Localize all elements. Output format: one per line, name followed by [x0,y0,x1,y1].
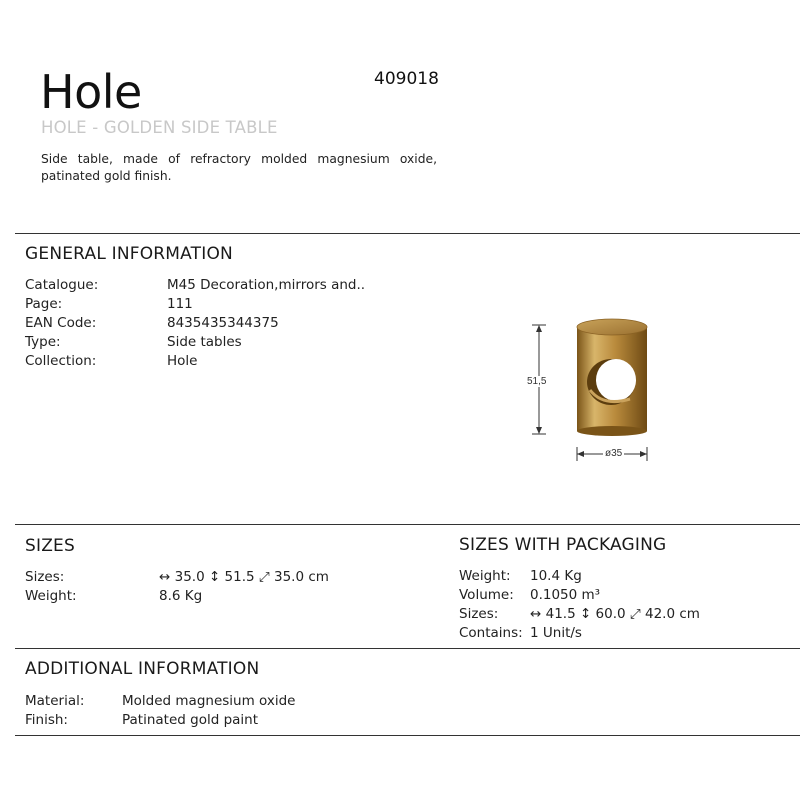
product-reference: 409018 [374,69,439,89]
divider-sizes [15,524,800,525]
row-label: Page: [25,296,63,312]
row-label: Catalogue: [25,277,99,293]
diameter-label: ø35 [605,448,623,459]
divider-additional [15,648,800,649]
row-label: Finish: [25,712,68,728]
row-label: Type: [25,334,61,350]
additional-list [25,692,425,732]
row-value: 111 [167,296,193,312]
row-value: 1 Unit/s [530,625,582,641]
product-drawing [515,315,665,465]
row-value: 0.1050 m³ [530,587,601,603]
row-label: EAN Code: [25,315,97,331]
row-label: Sizes: [459,606,499,622]
row-value: Molded magnesium oxide [122,693,296,709]
row-value: ↔ 35.0 ↕ 51.5 ⤢ 35.0 cm [159,569,329,585]
side-table-cylinder [577,319,647,436]
row-label: Collection: [25,353,97,369]
row-value: Hole [167,353,198,369]
divider-general [15,233,800,234]
sizes-list [25,568,425,608]
divider-bottom [15,735,800,736]
general-heading: GENERAL INFORMATION [25,244,233,264]
sizes-heading: SIZES [25,536,75,556]
row-value: Patinated gold paint [122,712,259,728]
packaging-heading: SIZES WITH PACKAGING [459,535,667,555]
additional-heading: ADDITIONAL INFORMATION [25,659,260,679]
row-value: 10.4 Kg [530,568,582,584]
height-label: 51,5 [527,376,547,387]
row-value: Side tables [167,334,242,350]
product-description: Side table, made of refractory molded magnesium oxide, patinated gold finish. [41,152,437,183]
row-label: Contains: [459,625,523,641]
packaging-list [459,567,789,645]
row-value: ↔ 41.5 ↕ 60.0 ⤢ 42.0 cm [530,606,700,622]
row-label: Weight: [25,588,77,604]
row-value: 8.6 Kg [159,588,203,604]
row-value: M45 Decoration,mirrors and.. [167,277,366,293]
row-label: Material: [25,693,85,709]
product-title: Hole [40,65,142,119]
row-label: Sizes: [25,569,65,585]
row-value: 8435435344375 [167,315,279,331]
row-label: Volume: [459,587,514,603]
row-label: Weight: [459,568,511,584]
product-subtitle: HOLE - GOLDEN SIDE TABLE [41,118,278,137]
general-info-list [25,276,425,376]
